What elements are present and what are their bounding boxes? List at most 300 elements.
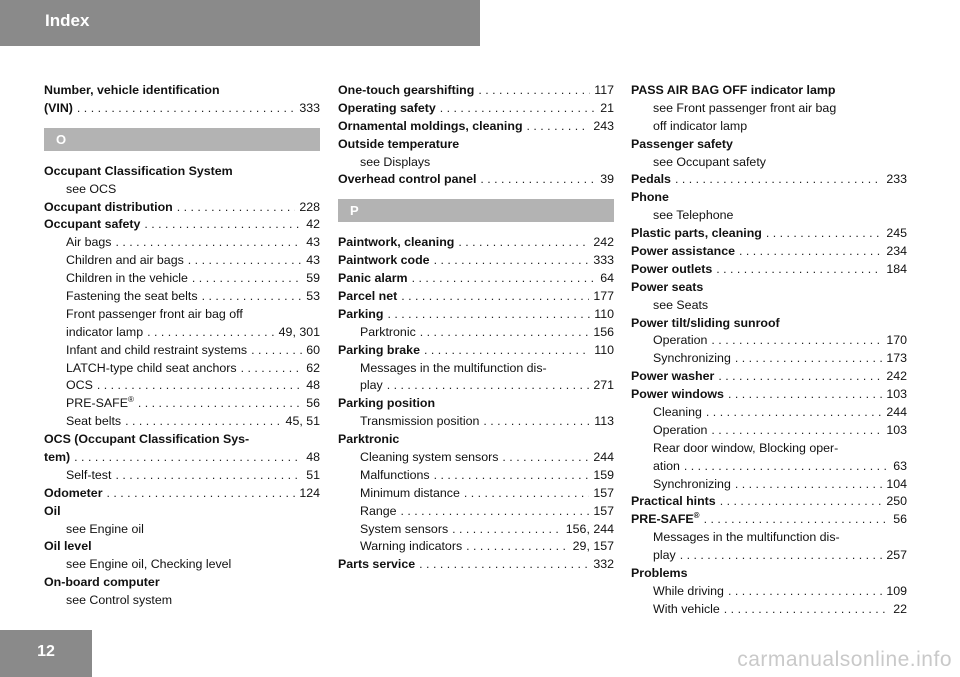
- page-reference: 43: [306, 253, 320, 268]
- index-term: [66, 592, 172, 610]
- index-term-text: see Telephone: [653, 208, 734, 223]
- index-term: [631, 279, 703, 297]
- index-entry: [338, 395, 614, 413]
- dot-leader: [724, 601, 889, 619]
- index-subentry: [338, 538, 614, 556]
- index-term: [44, 538, 92, 556]
- index-term-text: Power windows: [631, 387, 724, 402]
- page-reference: 271: [593, 378, 614, 393]
- index-term: [338, 306, 383, 324]
- dot-leader: [401, 503, 590, 521]
- page-reference: 117: [594, 83, 614, 97]
- index-subentry: [44, 395, 320, 413]
- index-term-text: Synchronizing: [653, 351, 731, 366]
- index-term-text: Parts service: [338, 557, 416, 572]
- index-term-text: Occupant safety: [44, 217, 141, 232]
- index-term-text: play: [360, 378, 383, 393]
- index-term: [44, 100, 73, 118]
- index-subentry: [44, 252, 320, 270]
- index-term: [66, 467, 111, 485]
- index-term-text: Plastic parts, cleaning: [631, 226, 762, 241]
- index-subentry: [44, 234, 320, 252]
- page-reference: 49, 301: [278, 324, 320, 339]
- index-term-text: Phone: [631, 190, 669, 205]
- index-subentry: [338, 413, 614, 431]
- index-term: [66, 252, 184, 270]
- dot-leader: [480, 171, 596, 189]
- index-column-3: [631, 82, 907, 619]
- index-term: [66, 521, 144, 539]
- index-term-text: Transmission position: [360, 414, 480, 429]
- index-term: [360, 503, 397, 521]
- index-term: [360, 377, 383, 395]
- index-subentry: [631, 297, 907, 315]
- index-term-text: Cleaning system sensors: [360, 450, 499, 465]
- index-subentry: [631, 422, 907, 440]
- index-term: [631, 243, 735, 261]
- index-term: [653, 529, 840, 547]
- index-term-text: Parking: [338, 306, 384, 321]
- index-term-text: tem): [44, 450, 71, 465]
- index-term-text: Power seats: [631, 279, 704, 294]
- index-term: [66, 342, 247, 360]
- index-term: [653, 422, 707, 440]
- page-reference: 250: [886, 494, 907, 509]
- index-term-text: Overhead control panel: [338, 172, 477, 187]
- page-reference: 184: [886, 261, 907, 276]
- index-entry: [338, 82, 614, 100]
- index-term-text: (VIN): [44, 100, 73, 115]
- index-term: [653, 154, 766, 172]
- index-term-text: While driving: [653, 583, 724, 598]
- dot-leader: [478, 82, 590, 100]
- index-subentry: [44, 306, 320, 324]
- page-reference: 103: [886, 422, 907, 437]
- index-term: [631, 493, 716, 511]
- index-entry: [44, 216, 320, 234]
- dot-leader: [192, 270, 302, 288]
- dot-leader: [711, 422, 882, 440]
- index-entry: [44, 82, 320, 100]
- index-term: [338, 342, 420, 360]
- page-reference: 110: [594, 342, 614, 357]
- index-term: [338, 234, 454, 252]
- index-subentry: [44, 467, 320, 485]
- index-term-text: Oil: [44, 503, 61, 518]
- page-reference: 157: [593, 485, 614, 500]
- page-reference: 56: [306, 396, 320, 411]
- dot-leader: [424, 342, 590, 360]
- index-subentry: [338, 449, 614, 467]
- index-term: [360, 538, 462, 556]
- index-term-text: Outside temperature: [338, 136, 460, 151]
- index-term-text: Panic alarm: [338, 271, 408, 286]
- index-term-text: see Engine oil: [66, 521, 144, 536]
- index-term-text: Ornamental moldings, cleaning: [338, 118, 523, 133]
- dot-leader: [144, 216, 302, 234]
- section-letter-o: O: [44, 128, 320, 151]
- dot-leader: [387, 377, 590, 395]
- index-subentry: [44, 270, 320, 288]
- index-term-text: One-touch gearshifting: [338, 83, 475, 97]
- index-term-text: Parking position: [338, 396, 436, 411]
- dot-leader: [527, 118, 590, 136]
- index-entry: [631, 315, 907, 333]
- dot-leader: [434, 467, 590, 485]
- index-term-text: Warning indicators: [360, 539, 463, 554]
- index-entry: [631, 386, 907, 404]
- index-term: [66, 395, 134, 413]
- index-term: [631, 82, 835, 100]
- index-subentry: [338, 154, 614, 172]
- page-reference: 63: [893, 458, 907, 473]
- index-entry: [44, 199, 320, 217]
- index-entry: [338, 342, 614, 360]
- index-term: [338, 118, 523, 136]
- index-subentry: [631, 440, 907, 458]
- index-entry: [631, 368, 907, 386]
- dot-leader: [115, 467, 302, 485]
- index-term: [631, 225, 762, 243]
- dot-leader: [466, 538, 569, 556]
- page-reference: 159: [593, 467, 614, 482]
- index-term-text: PRE-SAFE: [66, 396, 128, 411]
- index-term: [360, 521, 448, 539]
- page-reference: 56: [893, 512, 907, 527]
- index-term-text: Rear door window, Blocking oper-: [653, 440, 839, 455]
- page-number-box: [0, 630, 92, 677]
- dot-leader: [718, 368, 882, 386]
- page-number: 12: [37, 643, 55, 660]
- index-term: [66, 234, 111, 252]
- index-entry: [44, 485, 320, 503]
- index-column-1: [44, 82, 320, 610]
- page-reference: 62: [306, 360, 320, 375]
- index-term-text: Front passenger front air bag off: [66, 306, 243, 321]
- dot-leader: [387, 306, 590, 324]
- index-term: [653, 350, 731, 368]
- index-term-text: Minimum distance: [360, 485, 460, 500]
- dot-leader: [728, 386, 882, 404]
- index-subentry: [631, 583, 907, 601]
- page-reference: 48: [306, 450, 320, 465]
- index-entry: [44, 100, 320, 118]
- index-subentry: [631, 529, 907, 547]
- index-term-text: Passenger safety: [631, 136, 733, 151]
- dot-leader: [115, 234, 302, 252]
- index-subentry: [44, 360, 320, 378]
- page-reference: 45, 51: [285, 414, 320, 429]
- index-term: [338, 288, 397, 306]
- index-term-text: PASS AIR BAG OFF indicator lamp: [631, 83, 836, 97]
- index-entry: [338, 306, 614, 324]
- index-term-text: see Seats: [653, 297, 709, 312]
- index-term-text: see OCS: [66, 181, 117, 196]
- index-term-text: On-board computer: [44, 575, 160, 590]
- dot-leader: [464, 485, 589, 503]
- dot-leader: [147, 324, 275, 342]
- index-entry: [338, 100, 614, 118]
- page-reference: 21: [600, 100, 614, 115]
- page-reference: 333: [299, 100, 320, 115]
- index-term: [66, 556, 231, 574]
- index-term: [360, 154, 430, 172]
- index-subentry: [44, 288, 320, 306]
- index-subentry: [338, 360, 614, 378]
- index-subentry: [631, 547, 907, 565]
- index-term-text: see Front passenger front air bag: [653, 100, 837, 115]
- index-subentry: [44, 181, 320, 199]
- index-term: [66, 413, 121, 431]
- index-term-text: Occupant distribution: [44, 199, 173, 214]
- index-term: [44, 216, 140, 234]
- index-entry: [338, 252, 614, 270]
- index-entry: [338, 288, 614, 306]
- index-term: [653, 458, 680, 476]
- index-term: [631, 171, 671, 189]
- index-term-text: Parktronic: [360, 324, 416, 339]
- index-entry: [631, 82, 907, 100]
- page-reference: 113: [594, 414, 614, 429]
- dot-leader: [483, 413, 590, 431]
- index-term-text: indicator lamp: [66, 324, 144, 339]
- index-term: [338, 100, 436, 118]
- page-reference: 242: [886, 369, 907, 384]
- index-term-text: Power outlets: [631, 261, 713, 276]
- index-term: [44, 431, 249, 449]
- index-term: [631, 136, 733, 154]
- dot-leader: [502, 449, 589, 467]
- dot-leader: [720, 493, 883, 511]
- index-term-text: Fastening the seat belts: [66, 289, 198, 304]
- index-term: [338, 395, 435, 413]
- dot-leader: [188, 252, 302, 270]
- index-term-text: Air bags: [66, 235, 112, 250]
- index-term: [360, 324, 416, 342]
- dot-leader: [401, 288, 589, 306]
- page-reference: 156, 244: [565, 521, 614, 536]
- page-reference: 156: [593, 324, 614, 339]
- index-term-text: see Control system: [66, 593, 173, 608]
- index-term-text: off indicator lamp: [653, 118, 748, 133]
- index-entry: [631, 225, 907, 243]
- page-reference: 110: [594, 306, 614, 321]
- index-term-text: Children in the vehicle: [66, 271, 188, 286]
- index-term: [338, 270, 408, 288]
- index-term: [631, 315, 780, 333]
- index-term: [360, 467, 430, 485]
- page-title: Index: [45, 11, 90, 30]
- index-term: [66, 377, 93, 395]
- index-term: [66, 360, 237, 378]
- index-entry: [338, 556, 614, 574]
- page-reference: 333: [593, 253, 614, 268]
- index-term: [44, 199, 173, 217]
- page-reference: 170: [886, 333, 907, 348]
- page-reference: 233: [886, 172, 907, 187]
- index-term: [631, 386, 724, 404]
- index-term-text: Infant and child restraint systems: [66, 342, 248, 357]
- index-term: [653, 601, 720, 619]
- index-term: [338, 252, 430, 270]
- index-term: [66, 324, 143, 342]
- index-entry: [631, 261, 907, 279]
- index-term: [653, 297, 708, 315]
- index-term: [653, 207, 733, 225]
- page-reference: 51: [306, 467, 320, 482]
- index-subentry: [44, 521, 320, 539]
- page-reference: 228: [299, 199, 320, 214]
- index-term-text: Power washer: [631, 369, 715, 384]
- page-reference: 244: [593, 450, 614, 465]
- dot-leader: [452, 521, 562, 539]
- index-term: [653, 583, 724, 601]
- index-term-text: Malfunctions: [360, 467, 430, 482]
- dot-leader: [434, 252, 590, 270]
- index-term-text: Self-test: [66, 467, 112, 482]
- index-subentry: [44, 556, 320, 574]
- index-entry: [631, 136, 907, 154]
- index-term: [44, 449, 70, 467]
- index-term: [631, 261, 712, 279]
- index-entry: [44, 431, 320, 449]
- index-term: [653, 547, 676, 565]
- page-reference: 60: [306, 342, 320, 357]
- page-reference: 243: [593, 118, 614, 133]
- index-term-text: Number, vehicle identification: [44, 83, 220, 97]
- index-subentry: [338, 377, 614, 395]
- index-entry: [338, 136, 614, 154]
- index-term-text: Children and air bags: [66, 253, 184, 268]
- index-entry: [631, 565, 907, 583]
- index-term: [631, 511, 700, 529]
- dot-leader: [241, 360, 303, 378]
- index-entry: [631, 279, 907, 297]
- index-term: [631, 189, 669, 207]
- index-term-text: Power assistance: [631, 244, 736, 259]
- page-reference: 332: [593, 557, 614, 572]
- page-reference: 64: [600, 271, 614, 286]
- index-term: [653, 476, 731, 494]
- index-term: [44, 574, 160, 592]
- index-subentry: [44, 413, 320, 431]
- index-entry: [44, 449, 320, 467]
- dot-leader: [177, 199, 296, 217]
- index-entry: [631, 493, 907, 511]
- index-term-text: Messages in the multifunction dis-: [360, 360, 547, 375]
- dot-leader: [675, 171, 882, 189]
- index-subentry: [44, 377, 320, 395]
- index-term: [653, 404, 702, 422]
- index-term-text: play: [653, 548, 676, 563]
- index-term: [44, 163, 233, 181]
- watermark: carmanualsonline.info: [737, 648, 952, 671]
- index-entry: [338, 171, 614, 189]
- dot-leader: [716, 261, 882, 279]
- index-term: [44, 503, 61, 521]
- registered-mark: ®: [127, 395, 134, 405]
- index-term-text: Cleaning: [653, 405, 702, 420]
- dot-leader: [77, 100, 295, 118]
- index-entry: [631, 511, 907, 529]
- index-entry: [631, 243, 907, 261]
- dot-leader: [739, 243, 882, 261]
- index-entry: [338, 234, 614, 252]
- index-term-text: PRE-SAFE: [631, 512, 694, 527]
- page-reference: 244: [886, 405, 907, 420]
- dot-leader: [202, 288, 303, 306]
- dot-leader: [735, 350, 882, 368]
- page-reference: 173: [886, 351, 907, 366]
- index-term: [338, 136, 459, 154]
- page-reference: 242: [593, 235, 614, 250]
- index-term: [653, 332, 707, 350]
- header-bar: [0, 0, 480, 46]
- index-subentry: [338, 324, 614, 342]
- index-entry: [338, 431, 614, 449]
- page-reference: 245: [886, 226, 907, 241]
- index-term-text: Operation: [653, 333, 708, 348]
- section-letter-p: P: [338, 199, 614, 222]
- index-subentry: [631, 332, 907, 350]
- dot-leader: [420, 324, 590, 342]
- index-term-text: Oil level: [44, 539, 92, 554]
- index-term-text: Odometer: [44, 485, 103, 500]
- index-subentry: [631, 476, 907, 494]
- dot-leader: [684, 458, 889, 476]
- index-term-text: Parcel net: [338, 289, 398, 304]
- index-subentry: [631, 207, 907, 225]
- index-subentry: [631, 458, 907, 476]
- index-term: [44, 82, 220, 100]
- index-term-text: Parktronic: [338, 432, 400, 447]
- index-subentry: [631, 601, 907, 619]
- index-term: [338, 556, 415, 574]
- dot-leader: [706, 404, 882, 422]
- index-term-text: Pedals: [631, 172, 671, 187]
- index-term-text: Seat belts: [66, 414, 122, 429]
- index-term: [66, 288, 198, 306]
- index-term: [653, 100, 836, 118]
- index-term: [338, 82, 474, 100]
- dot-leader: [766, 225, 882, 243]
- index-subentry: [338, 485, 614, 503]
- index-term: [338, 431, 399, 449]
- page-reference: 104: [886, 476, 907, 491]
- dot-leader: [680, 547, 883, 565]
- dot-leader: [728, 583, 882, 601]
- index-term-text: Operating safety: [338, 100, 436, 115]
- index-term-text: see Displays: [360, 154, 431, 169]
- index-term: [66, 270, 188, 288]
- index-term-text: LATCH-type child seat anchors: [66, 360, 237, 375]
- index-entry: [631, 171, 907, 189]
- dot-leader: [704, 511, 890, 529]
- page-reference: 177: [593, 289, 614, 304]
- index-subentry: [338, 521, 614, 539]
- index-subentry: [631, 118, 907, 136]
- index-term-text: Paintwork, cleaning: [338, 235, 455, 250]
- index-subentry: [631, 404, 907, 422]
- index-term-text: Practical hints: [631, 494, 716, 509]
- index-term: [360, 413, 479, 431]
- index-entry: [631, 189, 907, 207]
- index-term: [653, 118, 747, 136]
- index-term: [360, 449, 498, 467]
- index-entry: [338, 118, 614, 136]
- dot-leader: [412, 270, 597, 288]
- index-entry: [44, 163, 320, 181]
